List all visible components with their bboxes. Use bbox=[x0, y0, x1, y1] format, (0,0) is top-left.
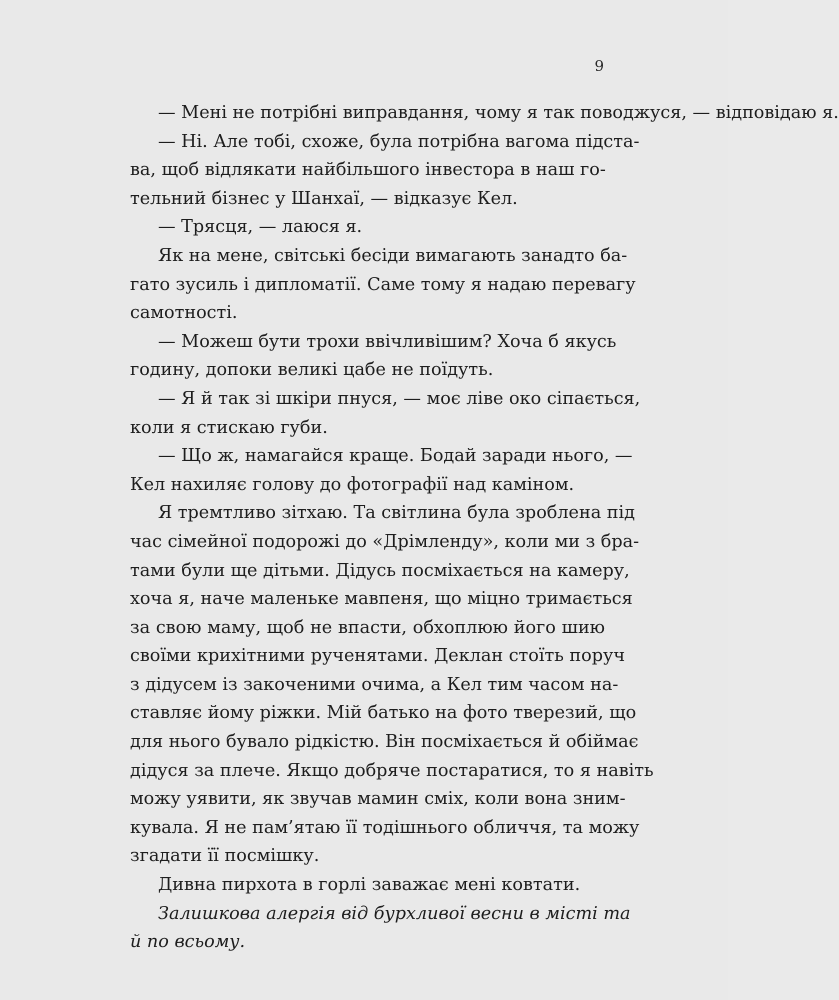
text-line: Залишкова алергія від бурхливої весни в місті та bbox=[158, 903, 631, 924]
body-text bbox=[102, 99, 839, 957]
text-line: — Мені не потрібні виправдання, чому я так поводжуся, — відповідаю я. bbox=[158, 103, 839, 123]
text-line: Як на мене, світські бесіди вимагають занадто ба- bbox=[158, 245, 628, 266]
text-line: Кел нахиляє голову до фотографії над каміном. bbox=[130, 474, 575, 495]
page-number: 9 bbox=[594, 57, 604, 75]
paragraph bbox=[102, 213, 605, 242]
text-line: Я тремтливо зітхаю. Та світлина була зроблена під bbox=[158, 503, 635, 524]
text-line: — Ні. Але тобі, схоже, була потрібна вагома підста- bbox=[158, 131, 640, 152]
paragraph bbox=[102, 385, 641, 442]
text-line: — Можеш бути трохи ввічливішим? Хоча б якусь bbox=[158, 331, 617, 352]
text-line: за свою маму, щоб не впасти, обхоплюю його шию bbox=[130, 617, 605, 638]
text-line: хоча я, наче маленьке мавпеня, що міцно тримається bbox=[130, 589, 633, 610]
paragraph bbox=[102, 900, 631, 957]
text-line: — Я й так зі шкіри пнуся, — моє ліве око сіпається, bbox=[158, 388, 641, 409]
paragraph bbox=[102, 499, 654, 871]
text-line: для нього бувало рідкістю. Він посміхається й обіймає bbox=[130, 732, 639, 753]
text-line: з дідусем із закоченими очима, а Кел тим часом на- bbox=[130, 674, 619, 695]
paragraph bbox=[102, 442, 633, 499]
text-line: згадати її посмішку. bbox=[130, 846, 320, 867]
text-line: тами були ще дітьми. Дідусь посміхається на камеру, bbox=[130, 560, 630, 581]
text-line: ва, щоб відлякати найбільшого інвестора в наш го- bbox=[130, 160, 606, 181]
paragraph bbox=[102, 99, 839, 128]
text-line: час сімейної подорожі до «Дрімленду», коли ми з бра- bbox=[130, 531, 640, 552]
text-line: тельний бізнес у Шанхаї, — відказує Кел. bbox=[130, 188, 518, 209]
text-line: — Що ж, намагайся краще. Бодай заради нього, — bbox=[158, 446, 633, 467]
text-line: й по всьому. bbox=[130, 932, 246, 953]
text-line: гато зусиль і дипломатії. Саме тому я надаю перевагу bbox=[130, 274, 636, 295]
paragraph bbox=[102, 871, 605, 900]
text-line: коли я стискаю губи. bbox=[130, 417, 328, 438]
text-line: ставляє йому ріжки. Мій батько на фото тверезий, що bbox=[130, 703, 637, 724]
paragraph bbox=[102, 328, 617, 385]
text-line: дідуся за плече. Якщо добряче постаратися, то я навіть bbox=[130, 760, 654, 781]
text-line: кувала. Я не пам’ятаю її тодішнього обличчя, та можу bbox=[130, 817, 640, 838]
paragraph bbox=[102, 242, 636, 328]
text-line: — Трясця, — лаюся я. bbox=[158, 217, 363, 238]
text-line: самотності. bbox=[130, 303, 238, 324]
text-line: можу уявити, як звучав мамин сміх, коли вона зним- bbox=[130, 789, 626, 810]
text-line: Дивна пирхота в горлі заважає мені ковтати. bbox=[158, 875, 581, 896]
text-line: своїми крихітними рученятами. Деклан стоїть поруч bbox=[130, 646, 625, 667]
paragraph bbox=[102, 128, 640, 214]
text-line: годину, допоки великі цабе не поїдуть. bbox=[130, 360, 494, 381]
